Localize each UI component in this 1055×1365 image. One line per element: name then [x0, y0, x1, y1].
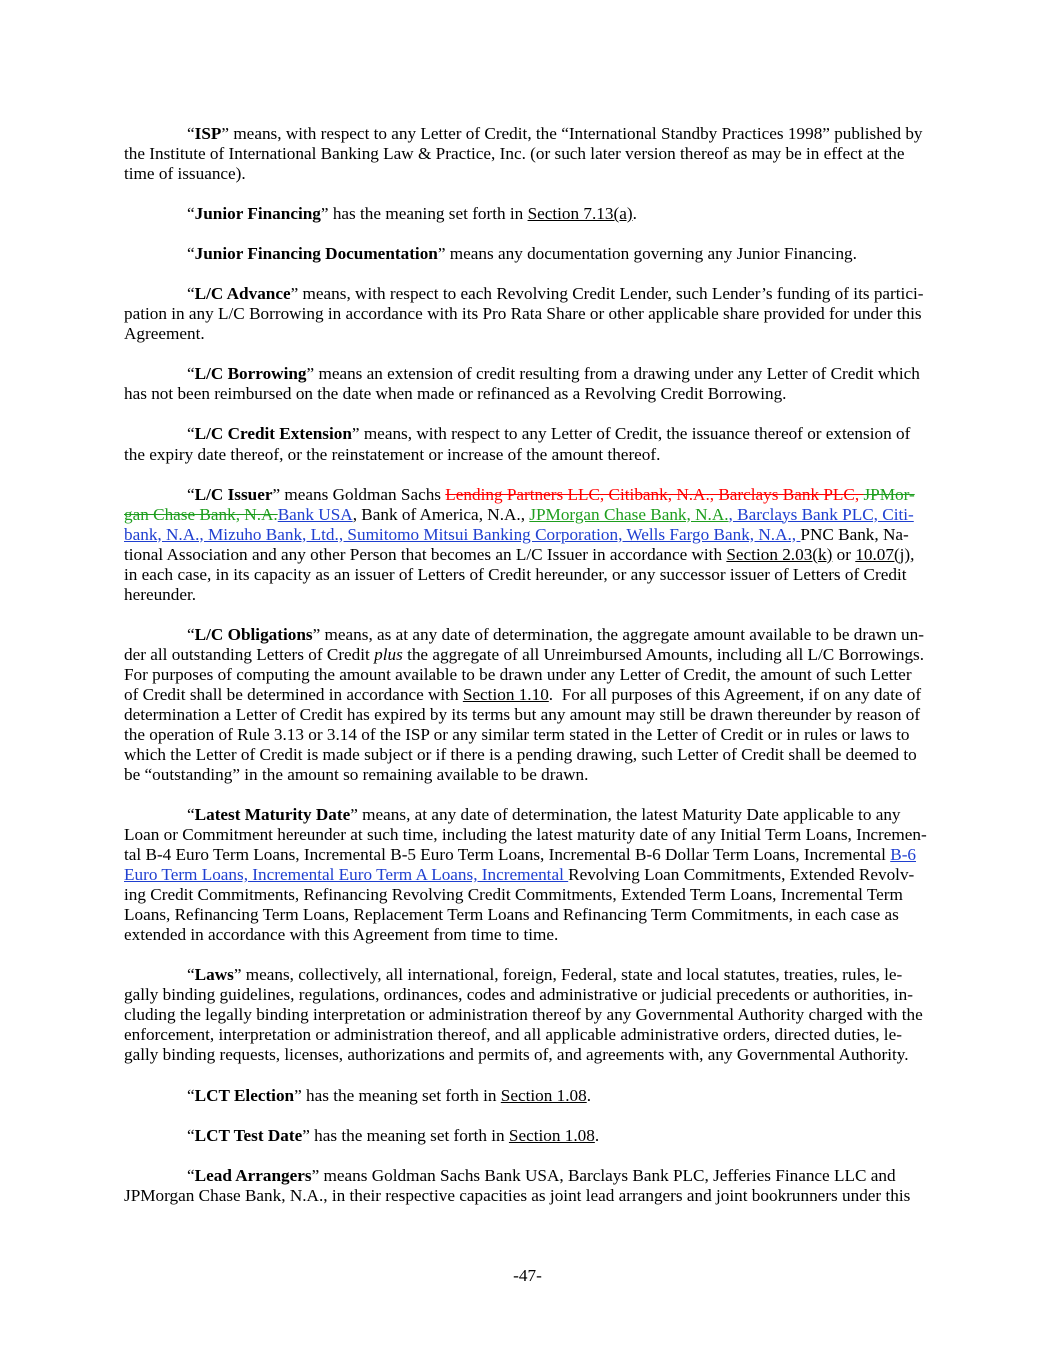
defined-term: Latest Maturity Date: [194, 805, 351, 825]
definition-paragraph: [124, 625, 964, 785]
text-run: “: [187, 244, 195, 264]
text-run: of Credit shall be determined in accordance with: [124, 684, 463, 704]
definition-paragraph: [124, 1166, 964, 1206]
text-line: [124, 124, 964, 144]
deleted-text: Lending Partners LLC, Citibank, N.A., Barclays Bank PLC,: [445, 484, 864, 504]
text-line: [124, 565, 964, 585]
defined-term: LCT Election: [194, 1085, 295, 1105]
text-line: [124, 765, 964, 785]
text-line: [124, 304, 964, 324]
definition-paragraph: [124, 364, 964, 404]
text-line: [124, 1166, 964, 1186]
text-run: PNC Bank, Na-: [800, 524, 909, 544]
text-run: cluding the legally binding interpretation or administration thereof by any Governmental Authority charged with the: [124, 1005, 923, 1025]
text-line: [124, 505, 964, 525]
inserted-text: Bank USA: [277, 504, 353, 524]
definition-paragraph: [124, 244, 964, 264]
defined-term: LCT Test Date: [194, 1125, 303, 1145]
text-run: pation in any L/C Borrowing in accordance with its Pro Rata Share or other applicable share provided for under this: [124, 304, 922, 324]
moved-deleted-text: JPMor-: [863, 484, 915, 504]
text-run: has not been reimbursed on the date when made or refinanced as a Revolving Credit Borrowing.: [124, 384, 787, 404]
text-run: the Institute of International Banking Law & Practice, Inc. (or such later version thereof as may be in effect at the: [124, 144, 905, 164]
text-run: enforcement, interpretation or administration thereof, and all applicable administrative orders, directed duties, le-: [124, 1025, 902, 1045]
section-reference: Section 1.08: [500, 1085, 587, 1105]
text-run: “: [187, 424, 195, 444]
text-run: or: [832, 544, 856, 564]
defined-term: Junior Financing: [194, 204, 321, 224]
text-line: [124, 144, 964, 164]
text-line: [124, 1025, 964, 1045]
text-run: Revolving Loan Commitments, Extended Revolv-: [568, 865, 915, 885]
text-run: ,: [910, 544, 915, 564]
text-run: “: [187, 204, 195, 224]
section-reference: Section 7.13(a): [527, 204, 633, 224]
text-run: ” means Goldman Sachs: [272, 484, 446, 504]
text-run: ” means, at any date of determination, the latest Maturity Date applicable to any: [350, 805, 901, 825]
text-line: [124, 985, 964, 1005]
text-run: gally binding requests, licenses, authorizations and permits of, and agreements with, any Governmental Authority.: [124, 1045, 909, 1065]
text-run: ” has the meaning set forth in: [294, 1085, 501, 1105]
text-line: [124, 1005, 964, 1025]
text-line: [124, 525, 964, 545]
text-run: .: [586, 1085, 592, 1105]
text-run: ” has the meaning set forth in: [320, 204, 528, 224]
text-run: the aggregate of all Unreimbursed Amounts, including all L/C Borrowings.: [402, 644, 925, 664]
text-line: [124, 585, 964, 605]
text-line: [124, 204, 964, 224]
defined-term: Laws: [194, 965, 234, 985]
text-line: [124, 1086, 964, 1106]
text-run: tal B-4 Euro Term Loans, Incremental B-5 Euro Term Loans, Incremental B-6 Dollar Term Loans, Incremental: [124, 845, 891, 865]
text-run: “: [187, 484, 195, 504]
text-run: ” has the meaning set forth in: [302, 1125, 509, 1145]
definition-paragraph: [124, 284, 964, 344]
text-line: [124, 685, 964, 705]
text-run: “: [187, 284, 195, 304]
text-run: “: [187, 624, 195, 644]
definition-paragraph: [124, 1126, 964, 1146]
text-line: [124, 825, 964, 845]
text-run: JPMorgan Chase Bank, N.A., in their respective capacities as joint lead arrangers and joint bookrunners under this: [124, 1185, 911, 1205]
text-line: [124, 705, 964, 725]
text-run: “: [187, 124, 195, 143]
text-run: “: [187, 1165, 195, 1185]
text-line: [124, 324, 964, 344]
section-reference: Section 1.10: [462, 684, 549, 704]
text-run: der all outstanding Letters of Credit: [124, 644, 375, 664]
text-run: ing Credit Commitments, Refinancing Revolving Credit Commitments, Extended Term Loans, Incremental Term: [124, 885, 903, 905]
text-line: [124, 845, 964, 865]
text-run: tional Association and any other Person that becomes an L/C Issuer in accordance with: [124, 544, 727, 564]
text-line: [124, 885, 964, 905]
text-run: determination a Letter of Credit has expired by its terms but any amount may still be drawn thereunder by reason of: [124, 704, 921, 724]
text-run: in each case, in its capacity as an issuer of Letters of Credit hereunder, or any successor issuer of Letters of Credit: [124, 564, 907, 584]
definition-paragraph: [124, 124, 964, 184]
text-run: Agreement.: [124, 324, 205, 344]
page-number: -47-: [513, 1266, 542, 1285]
definition-paragraph: [124, 485, 964, 605]
text-run: “: [187, 364, 195, 384]
definition-paragraph: [124, 805, 964, 945]
text-run: ” means an extension of credit resulting from a drawing under any Letter of Credit which: [306, 364, 920, 384]
text-line: [124, 1126, 964, 1146]
text-line: [124, 745, 964, 765]
text-run: “: [187, 1125, 195, 1145]
inserted-text: , Barclays Bank PLC, Citi-: [728, 504, 914, 524]
text-run: ” means any documentation governing any Junior Financing.: [437, 244, 857, 264]
text-line: [124, 424, 964, 444]
text-run: the expiry date thereof, or the reinstatement or increase of the amount thereof.: [124, 444, 661, 464]
text-run: hereunder.: [124, 584, 197, 604]
text-line: [124, 805, 964, 825]
text-line: [124, 545, 964, 565]
definition-paragraph: [124, 965, 964, 1065]
text-run: “: [187, 965, 195, 985]
text-line: [124, 645, 964, 665]
section-reference: Section 1.08: [508, 1125, 595, 1145]
defined-term: L/C Obligations: [194, 624, 313, 644]
text-run: “: [187, 1085, 195, 1105]
moved-deleted-text: gan Chase Bank, N.A.: [124, 504, 278, 524]
defined-term: ISP: [194, 124, 222, 143]
definition-paragraph: [124, 1086, 964, 1106]
text-line: [124, 364, 964, 384]
inserted-text: B-6: [890, 845, 917, 865]
inserted-text: bank, N.A., Mizuho Bank, Ltd., Sumitomo Mitsui Banking Corporation, Wells Fargo Bank, N.A.,: [124, 524, 801, 544]
text-run: which the Letter of Credit is made subject or if there is a pending drawing, such Letter of Credit shall be deemed to: [124, 744, 917, 764]
document-body: [124, 124, 964, 1226]
text-line: [124, 865, 964, 885]
text-run: , Bank of America, N.A.,: [352, 504, 530, 524]
text-run: ” means, with respect to any Letter of Credit, the “International Standby Practices 1998” published by: [221, 124, 923, 143]
text-line: [124, 164, 964, 184]
text-run: .: [632, 204, 637, 224]
text-line: [124, 665, 964, 685]
text-run: ” means, as at any date of determination, the aggregate amount available to be drawn un-: [312, 624, 924, 644]
text-line: [124, 244, 964, 264]
defined-term: L/C Credit Extension: [194, 424, 352, 444]
defined-term: Junior Financing Documentation: [194, 244, 438, 264]
inserted-text: Euro Term Loans, Incremental Euro Term A Loans, Incremental: [124, 865, 569, 885]
text-line: [124, 445, 964, 465]
text-run: . For all purposes of this Agreement, if on any date of: [548, 684, 922, 704]
text-line: [124, 284, 964, 304]
text-run: ” means Goldman Sachs Bank USA, Barclays Bank PLC, Jefferies Finance LLC and: [311, 1165, 896, 1185]
text-run: ” means, collectively, all international, foreign, Federal, state and local statutes, treaties, rules, le-: [233, 965, 903, 985]
text-run: the operation of Rule 3.13 or 3.14 of the ISP or any similar term stated in the Letter of Credit or in rules or laws to: [124, 724, 910, 744]
text-line: [124, 965, 964, 985]
text-line: [124, 485, 964, 505]
text-line: [124, 625, 964, 645]
text-line: [124, 1186, 964, 1206]
text-line: [124, 905, 964, 925]
text-run: .: [594, 1125, 600, 1145]
text-run: “: [187, 805, 195, 825]
defined-term: L/C Issuer: [194, 484, 273, 504]
section-reference: Section 2.03(k): [726, 544, 833, 564]
text-run: gally binding guidelines, regulations, ordinances, codes and administrative or judicial precedents or authorities, in-: [124, 985, 913, 1005]
text-run: extended in accordance with this Agreement from time to time.: [124, 925, 559, 945]
defined-term: L/C Borrowing: [194, 364, 307, 384]
text-line: [124, 925, 964, 945]
text-line: [124, 384, 964, 404]
text-run: be “outstanding” in the amount so remaining available to be drawn.: [124, 765, 589, 784]
moved-inserted-text: JPMorgan Chase Bank, N.A.: [529, 504, 729, 524]
definition-paragraph: [124, 424, 964, 464]
text-run: For purposes of computing the amount available to be drawn under any Letter of Credit, the amount of such Letter: [124, 664, 912, 684]
emphasis-text: plus: [374, 644, 403, 664]
text-run: time of issuance).: [124, 164, 246, 184]
defined-term: L/C Advance: [194, 284, 291, 304]
text-run: Loans, Refinancing Term Loans, Replacement Term Loans and Refinancing Term Commitments, in each case as: [124, 905, 899, 925]
defined-term: Lead Arrangers: [194, 1165, 312, 1185]
text-line: [124, 1045, 964, 1065]
definition-paragraph: [124, 204, 964, 224]
text-run: ” means, with respect to each Revolving Credit Lender, such Lender’s funding of its partici-: [290, 284, 924, 304]
text-line: [124, 725, 964, 745]
section-reference: 10.07(j): [855, 544, 911, 564]
text-run: ” means, with respect to any Letter of Credit, the issuance thereof or extension of: [351, 424, 911, 444]
text-run: Loan or Commitment hereunder at such time, including the latest maturity date of any Initial Term Loans, Incremen-: [124, 825, 927, 845]
